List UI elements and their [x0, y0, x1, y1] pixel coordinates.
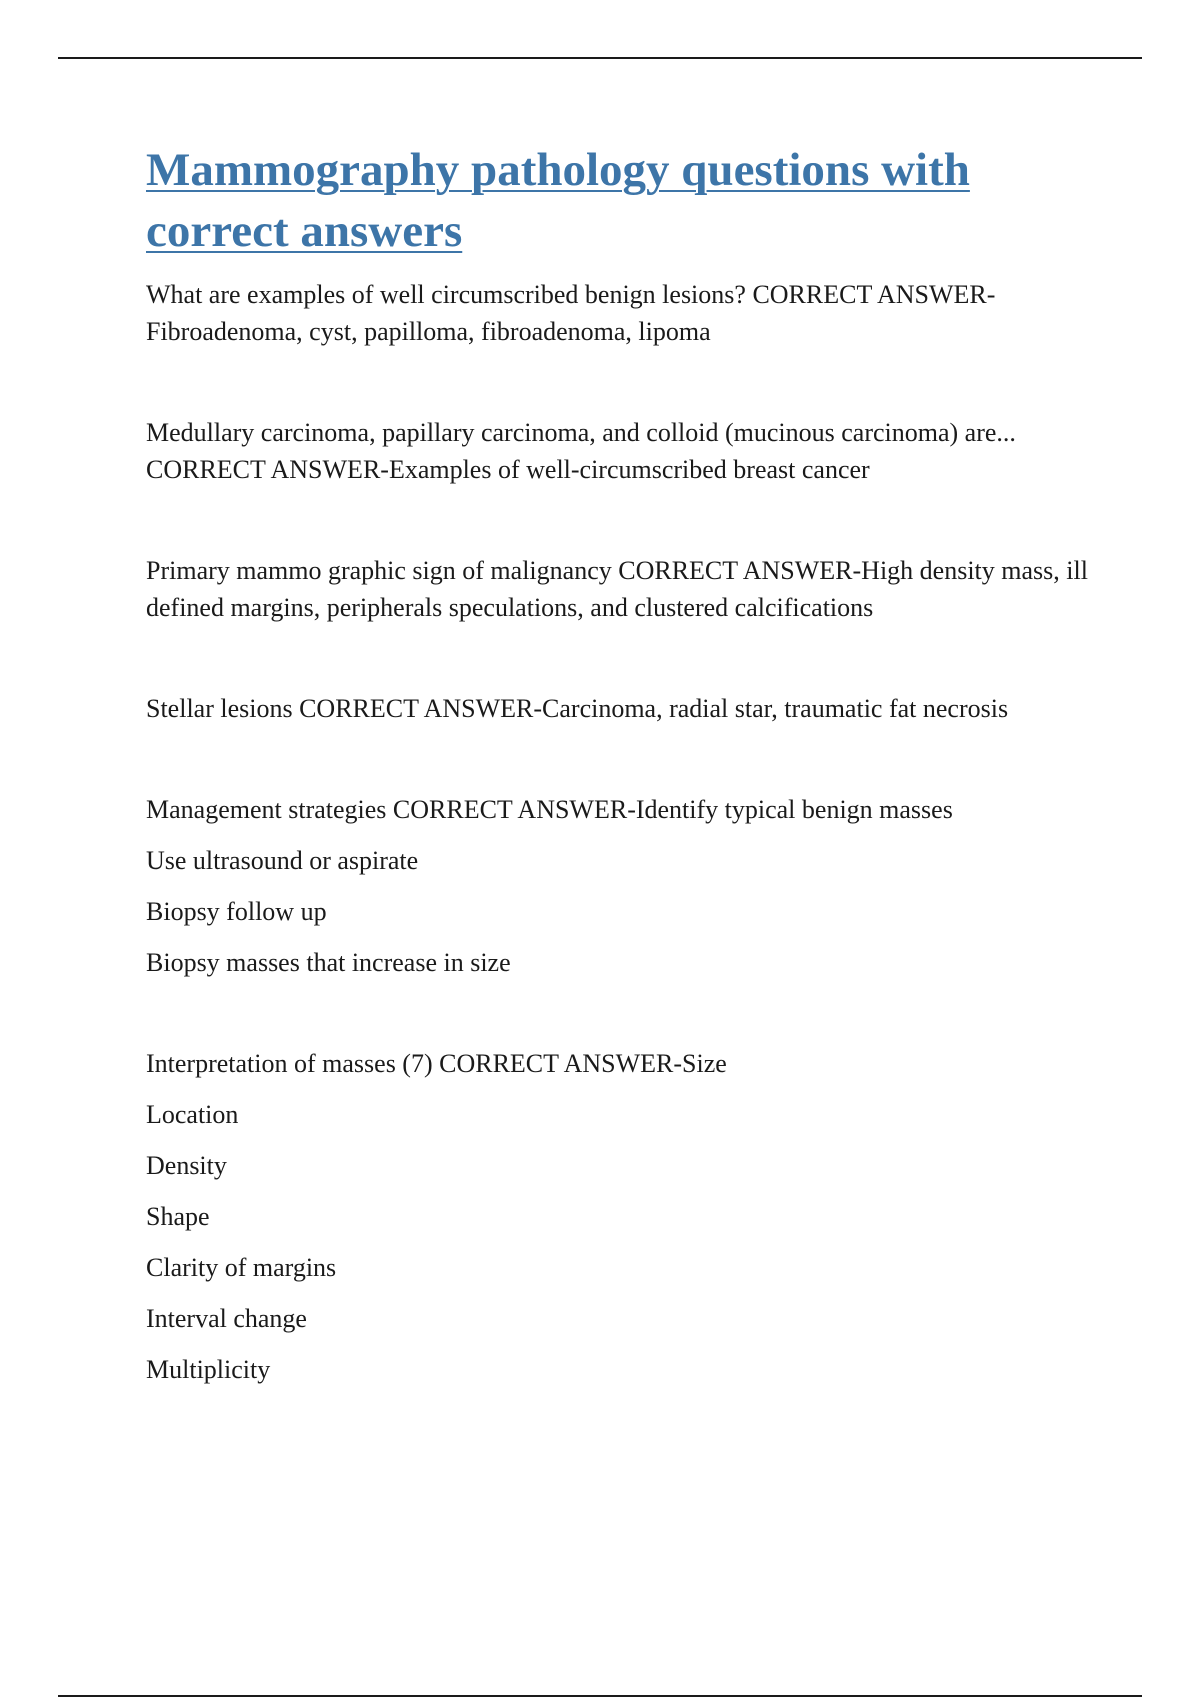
- interpretation-item: Shape: [146, 1202, 210, 1231]
- management-item: Use ultrasound or aspirate: [146, 846, 419, 875]
- management-item: Biopsy follow up: [146, 897, 327, 926]
- bottom-rule: [58, 1695, 1142, 1697]
- qa-entry: Primary mammo graphic sign of malignancy CORRECT ANSWER-High density mass, ill defined margins, peripherals speculations, and clustered calcifications: [146, 556, 1088, 622]
- interpretation-item: Interval change: [146, 1304, 307, 1333]
- interpretation-item: Multiplicity: [146, 1355, 271, 1384]
- qa-entry: Stellar lesions CORRECT ANSWER-Carcinoma, radial star, traumatic fat necrosis: [146, 694, 1009, 723]
- document-body: [146, 140, 1106, 1388]
- interpretation-lead: Interpretation of masses (7) CORRECT ANSWER-Size: [146, 1049, 727, 1078]
- document-title[interactable]: Mammography pathology questions with correct answers: [146, 144, 970, 257]
- qa-entry: What are examples of well circumscribed benign lesions? CORRECT ANSWER-Fibroadenoma, cyst, papilloma, fibroadenoma, lipoma: [146, 280, 996, 346]
- qa-entry: Medullary carcinoma, papillary carcinoma, and colloid (mucinous carcinoma) are... CORRECT ANSWER-Examples of well-circumscribed breast cancer: [146, 418, 1016, 484]
- management-item: Biopsy masses that increase in size: [146, 948, 511, 977]
- interpretation-item: Clarity of margins: [146, 1253, 337, 1282]
- top-rule: [58, 57, 1142, 59]
- interpretation-item: Density: [146, 1151, 227, 1180]
- interpretation-section: [146, 1045, 1106, 1388]
- management-section: [146, 791, 1106, 981]
- interpretation-item: Location: [146, 1100, 239, 1129]
- management-lead: Management strategies CORRECT ANSWER-Identify typical benign masses: [146, 795, 953, 824]
